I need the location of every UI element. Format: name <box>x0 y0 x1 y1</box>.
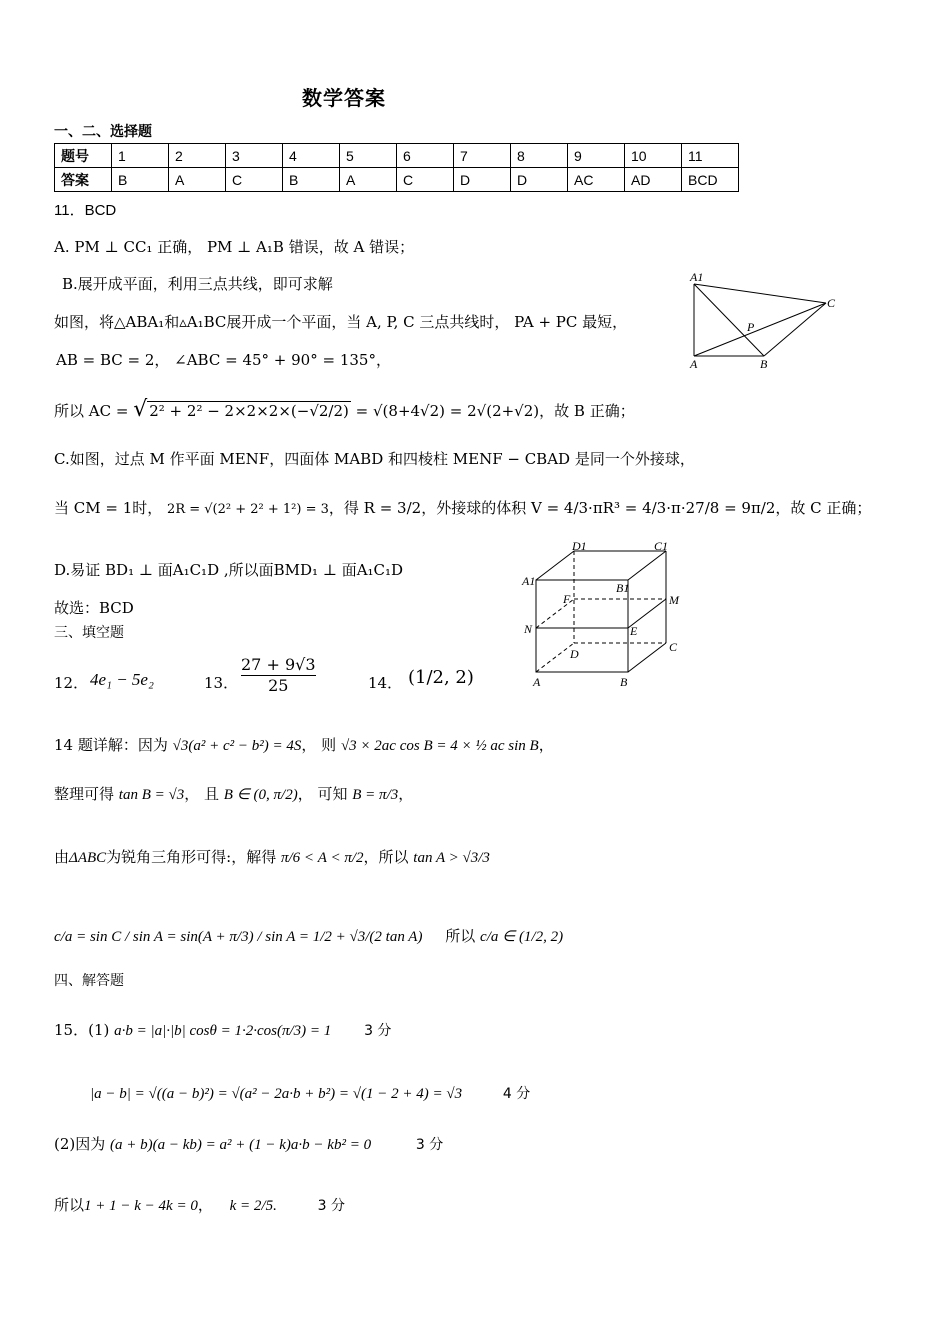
fraction <box>241 655 316 696</box>
answer-14: (1/2, 2) <box>408 667 474 688</box>
q11-choice: 故选：BCD <box>54 599 134 617</box>
text: ， 且 <box>184 785 220 803</box>
text: 2R = √(2² + 2² + 1²) = 3 <box>167 502 329 517</box>
label-p: P <box>747 320 755 334</box>
table-cell: A <box>340 168 397 192</box>
label-f: F <box>563 592 571 606</box>
label-m: M <box>669 593 679 607</box>
label-d: D <box>570 647 579 661</box>
formula: B ∈ (0, π/2) <box>223 787 298 803</box>
q11-option-b-angles: AB = BC = 2， ∠ABC = 45° + 90° = 135°， <box>56 351 391 369</box>
q15-line-2 <box>90 1083 530 1103</box>
table-cell: AC <box>568 168 625 192</box>
row-label-number: 题号 <box>55 144 112 168</box>
text: 15．(1) <box>54 1021 110 1039</box>
q11-option-b-step: 如图，将△ABA₁和▵A₁BC展开成一个平面，当 A, P, C 三点共线时， PA + PC 最短， <box>54 313 628 331</box>
table-cell: C <box>397 168 454 192</box>
formula: tan A > √3/3 <box>413 850 490 866</box>
table-cell: 10 <box>625 144 682 168</box>
table-cell: 8 <box>511 144 568 168</box>
label-c: C <box>669 640 678 654</box>
formula: c/a = sin C / sin A = sin(A + π/3) / sin A = 1/2 + √3/(2 tan A) <box>54 929 423 945</box>
table-cell: 7 <box>454 144 511 168</box>
text: 整理可得 <box>54 785 115 803</box>
q15-line-3 <box>54 1133 443 1154</box>
table-cell: D <box>454 168 511 192</box>
table-cell: AD <box>625 168 682 192</box>
label-c: C <box>827 296 836 310</box>
formula: B = π/3 <box>352 787 399 803</box>
label-d1: D1 <box>572 539 587 553</box>
table-cell: 1 <box>112 144 169 168</box>
formula: a·b = |a|·|b| cosθ = 1·2·cos(π/3) = 1 <box>114 1023 332 1039</box>
formula: k = 2/5. <box>229 1198 277 1214</box>
table-cell: 5 <box>340 144 397 168</box>
text: ，得 R = 3/2，外接球的体积 V = 4/3·πR³ = 4/3·π·27/8 = 9π/2，故 C 正确； <box>328 499 872 517</box>
q11-option-a: A. PM ⊥ CC₁ 正确， PM ⊥ A₁B 错误，故 A 错误； <box>54 238 415 256</box>
table-cell: 9 <box>568 144 625 168</box>
formula: √3(a² + c² − b²) = 4S <box>172 738 302 754</box>
q15-line-4 <box>54 1194 345 1215</box>
text: ， 则 <box>301 736 337 754</box>
label-b: B <box>620 675 628 689</box>
q14-line-4 <box>54 925 563 946</box>
label-a1: A1 <box>690 270 704 284</box>
text: 所以 <box>54 1196 85 1214</box>
section-choice-heading: 一、二、选择题 <box>54 124 152 140</box>
q11-option-b-result: 所以 AC = √ 2² + 2² − 2×2×2×(−√2/2) = √(8+4√2) = 2√(2+√2)，故 B 正确； <box>54 397 635 422</box>
q15-line-1 <box>54 1019 391 1040</box>
text: 所以 AC = <box>54 402 129 420</box>
q14-line-2 <box>54 783 413 804</box>
table-cell: B <box>112 168 169 192</box>
table-cell: A <box>169 168 226 192</box>
label-b: B <box>760 357 768 371</box>
q11-option-b-intro: B.展开成平面，利用三点共线，即可求解 <box>62 275 333 293</box>
unfolding-figure <box>686 270 836 375</box>
text: 由 <box>54 848 70 866</box>
table-cell: 4 <box>283 144 340 168</box>
formula: π/6 < A < π/2 <box>281 850 364 866</box>
table-cell: C <box>226 168 283 192</box>
text: (2)因为 <box>54 1135 106 1153</box>
table-cell: 6 <box>397 144 454 168</box>
cube-figure <box>520 538 690 690</box>
table-cell: 11 <box>682 144 739 168</box>
answer-13 <box>238 655 319 696</box>
row-label-answer: 答案 <box>55 168 112 192</box>
text: 当 CM = 1时， <box>54 499 163 517</box>
text: 14 题详解：因为 <box>54 736 168 754</box>
q11-option-d: D.易证 BD₁ ⊥ 面A₁C₁D ,所以面BMD₁ ⊥ 面A₁C₁D <box>54 561 404 579</box>
table-row-answers <box>55 168 739 192</box>
formula: √3 × 2ac cos B = 4 × ½ ac sin B <box>340 738 539 754</box>
formula: |a − b| = √((a − b)²) = √(a² − 2a·b + b²) = √(1 − 2 + 4) = √3 <box>90 1086 463 1102</box>
text: = √(8+4√2) = 2√(2+√2)，故 B 正确； <box>355 402 635 420</box>
score: 3 分 <box>317 1198 345 1214</box>
section-fill-heading: 三、填空题 <box>54 625 124 641</box>
label-a: A <box>533 675 541 689</box>
section-solution-heading: 四、解答题 <box>54 973 124 989</box>
label-b1: B1 <box>616 581 630 595</box>
formula: 1 + 1 − k − 4k = 0 <box>84 1198 198 1214</box>
formula: ΔABC <box>69 850 107 866</box>
label-n: N <box>524 622 533 636</box>
table-cell: 2 <box>169 144 226 168</box>
text: ， <box>398 785 414 803</box>
answer-12: 4e₁ − 5e₂ <box>90 670 154 689</box>
text: ， 可知 <box>297 785 348 803</box>
q11-heading: 11．BCD <box>54 202 117 219</box>
table-cell: B <box>283 168 340 192</box>
q14-line-3 <box>54 846 490 867</box>
answer-table <box>54 143 739 192</box>
label-a1: A1 <box>522 574 536 588</box>
formula: tan B = √3 <box>118 787 185 803</box>
answer-13-label: 13． <box>204 674 239 692</box>
label-a: A <box>690 357 698 371</box>
numerator: 27 + 9√3 <box>241 655 316 674</box>
table-cell: BCD <box>682 168 739 192</box>
text: ， <box>197 1196 213 1214</box>
text: 为锐角三角形可得:，解得 <box>106 848 277 866</box>
radicand: 2² + 2² − 2×2×2×(−√2/2) <box>149 402 349 420</box>
table-cell: D <box>511 168 568 192</box>
text: ， <box>538 736 554 754</box>
denominator: 25 <box>241 675 316 696</box>
label-c1: C1 <box>654 539 669 553</box>
page-title: 数学答案 <box>302 86 386 110</box>
formula: c/a ∈ (1/2, 2) <box>480 929 564 945</box>
score: 4 分 <box>502 1086 531 1102</box>
label-e: E <box>630 624 638 638</box>
score: 3 分 <box>415 1137 444 1153</box>
formula: (a + b)(a − kb) = a² + (1 − k)a·b − kb² = 0 <box>110 1137 372 1153</box>
table-cell: 3 <box>226 144 283 168</box>
q11-option-c-intro: C.如图，过点 M 作平面 MENF，四面体 MABD 和四棱柱 MENF − CBAD 是同一个外接球， <box>54 450 695 468</box>
q14-line-1 <box>54 734 554 755</box>
answer-12-label: 12． <box>54 674 89 692</box>
answer-14-label: 14． <box>368 674 403 692</box>
q11-option-c-calc <box>54 497 871 518</box>
score: 3 分 <box>364 1023 392 1039</box>
table-row-numbers <box>55 144 739 168</box>
text: 所以 <box>445 927 476 945</box>
text: ，所以 <box>363 848 409 866</box>
